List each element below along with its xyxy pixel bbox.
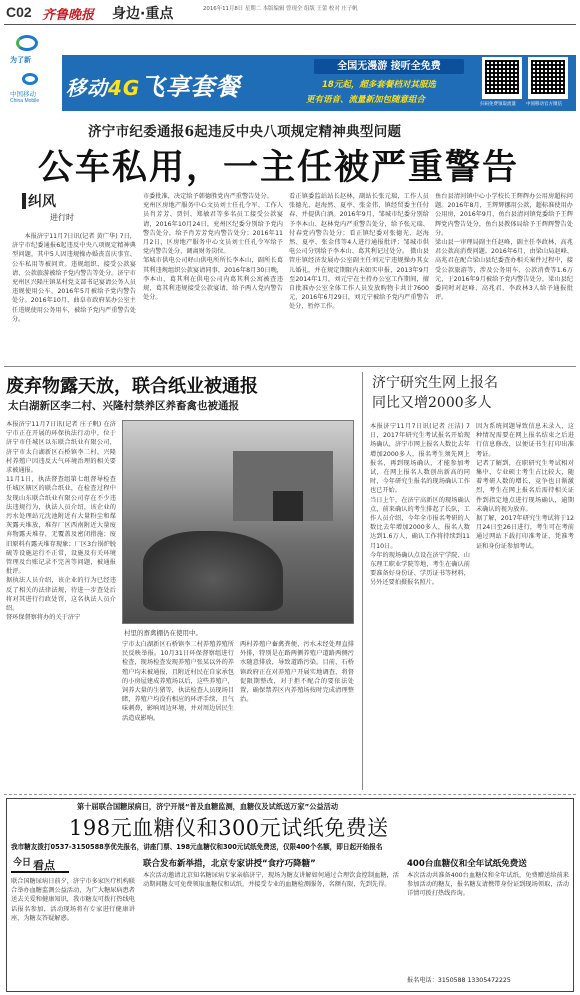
section-title: 身边·重点 xyxy=(112,6,174,22)
event-col3: 本次活动共准备400台血糖仪和全年试纸，免费赠送给前来参加活动的糖友，报名糖友请携带身份证到现场领取，活动详情可拨打热线咨询。 xyxy=(407,872,569,898)
article2-col3: 两村养殖户畜禽粪便、污水未经处理直排外排，特别是在路两侧养殖户道路两侧污水随意排放，导致道路污染。目前，石桥镇政府正在对养殖户开展实地调查，将督促限期整改，对于拒不配合的要依法处置，确保禁养区内养殖场按时完成清理整治。 xyxy=(240,641,354,704)
qr-pattern-icon xyxy=(485,60,519,94)
trash-pile-shape xyxy=(143,531,283,611)
slogan-prefix: 移动 xyxy=(66,76,108,100)
column-tag-bar-icon xyxy=(22,193,26,209)
ad-line-1: 18元起，超多套餐档对其服选 xyxy=(322,80,436,90)
article2-headline: 废弃物露天放，联合纸业被通报 xyxy=(6,376,258,397)
qr-code-2[interactable] xyxy=(528,57,568,99)
header-meta: 2016年11月8日 星期二 本版编辑 曾现全 组版 王蕾 校对 庄子帆 xyxy=(203,6,358,12)
article3-headline-2: 同比又增2000多人 xyxy=(372,395,492,411)
ad-line-2: 更有语音、流量新加包随意组合 xyxy=(306,95,426,105)
event-col2: 本次活动邀请北京知名糖尿病专家亲临济宁，现场为糖友讲解如何通过合理饮食控制血糖，活动期间糖友可免费领取血糖仪和试纸，并接受专业的血糖检测服务，名额有限，先到先得。 xyxy=(143,872,399,889)
qr-code-2-caption: 中国移动官方微信 xyxy=(526,102,562,107)
paper-name: 齐鲁晚报 xyxy=(42,8,95,23)
brand-name-en: China Mobile xyxy=(10,98,40,104)
event-hotline: 我市糖友拨打0537-3150588享优先报名，讲座门票、198元血糖仪和300元试纸免费送，仅限400个名额，即日起开始报名 xyxy=(11,843,383,851)
article1-kicker: 济宁市纪委通报6起违反中央八项规定精神典型问题 xyxy=(88,124,402,140)
ad-slogan xyxy=(66,67,240,102)
article1-col3: 看正镇委监站站长赵林，副站长张元瑞，工作人员张德光、赵海然、夏亭、张金伟，镇经贸委主任付春、并提供白酒。2016年9月，邹城市纪委分别给予李本山、赵林党内严重警告处分，给予张元瑞、付春党内警告处分；看正镇纪委对张德光、赵海然、夏亭、张金伟等4人进行通报批评；邹城市供电公司分别给予李本山、葛其利记过处分。 微山县管庄镇经济发展办公室副主任刘元宁违规操办其女儿婚礼，并在规定期限内未如实申报，2013年9月至2014年1月，刘元宁在主持办公室工作期间，擅自批准办公室全体工作人员发放购物卡共计7600元，2016年6月29日，刘元宁被给予党内严重警告处分，暂停工作。 xyxy=(289,193,429,311)
event-box xyxy=(6,798,574,992)
column-tag-sub: 进行时 xyxy=(50,213,74,222)
ad-banner[interactable] xyxy=(4,55,576,111)
doorway-shape xyxy=(273,491,303,521)
logo-mark-icon xyxy=(16,35,38,51)
today-tag-main: 看点 xyxy=(33,859,55,872)
article2-photo xyxy=(122,420,354,624)
article1-col2: 市委批准，决定给予韩德胜党内严重警告处分。 兖州区房地产服务中心文员刘士任孔令军、工作人员肖芳芳、贾钊、郑敏君等多名员工接受公款宴请，2016年10月24日，兖州区纪委分别给予党内警告处分，给予肖芳芳党内警告处分；2016年11月2日，区房地产服务中心文员刘士任孔令军给予党内警告处分，调离财务岗位。 邹城市供电公司峄山供电所所长李本山，副所长葛其利违规组织公款宴请同事，2016年8月30日晚，李本山、葛其利在供电公司内葛其利公寓被查违规，葛其利违规接受公款宴请，给予两人党内警告处分。 xyxy=(143,193,283,302)
column-tag-label: 纠风 xyxy=(28,194,56,210)
article2-col1: 本报济宁11月7日讯(记者 庄子帆) 在济宁市正在开展的环保执法行动中，位于济宁市任城区以东联合纸业有限公司，济宁市太白湖新区石桥镇李二村、兴隆村养殖户因违反大气环境治理的相关要求被通报。 11月1日，执法督查组第七组督导检查任城区辖区的联合纸业，在检查过程中发现山东联合纸业有限公司存在不少违法违规行为，执法人员介绍，该企业的污水处理站元沈池附近有大量粉尘和煤灰露天堆放，堆存厂区西南附近大量废弃物露天堆存，无覆盖及密闭措施；废旧原料有露天堆存现象；厂区3台锅炉脱硫等设施运行不正常，设施及有关环境管理及台账记录不完善等问题，被通报批评。 据执法人员介绍，该企业的行为已经违反了相关的法律法规，待进一步查处后将对其进行行政处罚，这名执法人员介绍。 督环保督察将办的关于济宁 xyxy=(6,421,116,622)
china-mobile-logo xyxy=(4,27,62,111)
article3-col1: 本报济宁11月7日讯(记者 汪洁) 7日，2017年研究生考试报名开始现场确认，济宁市网上报名人数比去年增加2000多人，报名考生须先网上报名，再到现场确认，才能参加考试，在网上报名人数创出新高的同时，今年研究生报名的现场确认工作也已开始。 当日上午，在济宁高新区的现场确认点，前来确认的考生排起了长队，工作人员介绍，今年全市报名考研的人数比去年增加2000多人，报名人数达到1.6万人，确认工作将持续到11月10日。 今年的现场确认点设在济宁学院、山东理工职业学院等地，考生在确认前要准备好身份证、学历证书等材料，另外还要拍摄报名照片。 xyxy=(370,423,470,587)
event-kicker: 第十届联合国糖尿病日，济宁开展“普及血糖监测，血糖仪及试纸送万家”公益活动 xyxy=(77,802,339,811)
article1-col4: 鱼台县清河镇中心小学校长王辉辉办公用房超标问题。2016年8月，王辉辉挪用公款，超标准使用办公用房，2016年9月，鱼台县清河镇党委给予王辉辉党内警告处分，鱼台县教体局给予王辉辉警告处分。 梁山县一审理局副主任赵峰，副主任李政林，高兆君公款高消费问题。2016年6月，由梁山局赵峰、高兆君在配合梁山县纪委查办相关案件过程中，接受公款旅游等，涉及公务用车、公款消费等1.6万元，于2016年9月被给予党内警告处分，梁山县纪委同时对赵峰、高兆君、李政林3人给予通报批评。 xyxy=(435,193,573,302)
qr-code-1-caption: 扫码免费领取流量 xyxy=(480,102,516,107)
page-code: C02 xyxy=(6,4,32,20)
article1-col1: 本报济宁11月7日讯(记者 黄广华) 7日，济宁市纪委通报6起违反中央八项规定精神典型问题，其中5人因违规操办婚丧喜庆事宜、公车私用等被问责。违规组织、接受公款宴请、公款旅游被给予党内警告等处分。济宁市兖州区兴隆庄镇某村党支部书记宴请公务人员违规使用公车，2016年5月被给予党内警告处分。2016年10月，曲阜市政府某办公室主任违规使用公务用车，被给予党内严重警告处分。 xyxy=(12,233,136,323)
event-contact[interactable]: 报名电话：3150588 13305472225 xyxy=(407,977,511,984)
slogan-main: 飞享套餐 xyxy=(140,73,241,101)
qr-pattern-icon xyxy=(531,60,565,94)
brand-name: 中国移动 xyxy=(10,90,36,98)
today-tag xyxy=(11,855,69,873)
slogan-4g: 4G xyxy=(108,76,141,100)
article3-col2: 因为系统问题导致信息未录入，这种情况需要在网上报名结束之后进行信息修改，以便证书生打印出准考证。 记者了解到，在职研究生考试相对集中，专业硕士考生占比较大，随着考研人数的增长，竞争也日渐激烈，考生在网上报名后需持相关证件到指定地点进行现场确认，逾期未确认的视为放弃。 据了解，2017年研究生考试将于12月24日至26日进行，考生可在考前通过网站下载打印准考证，凭准考证和身份证参加考试。 xyxy=(476,423,574,550)
today-tag-top: 今日 xyxy=(13,858,32,868)
ad-promo-banner: 全国无漫游 接听全免费 xyxy=(314,59,464,74)
article2-subhead: 太白湖新区李二村、兴隆村禁养区养畜禽也被通报 xyxy=(8,400,239,412)
mobile-swirl-icon xyxy=(22,73,38,85)
event-col1: 联合国糖尿病日前夕，济宁市多家医疗机构联合举办血糖监测公益活动，为广大糖尿病患者送去关爱和健康知识，我市糖友可拨打热线电话报名参加，活动现场将有专家进行健康讲座，为糖友答疑解惑。 xyxy=(11,878,135,922)
event-right-title: 400台血糖仪和全年试纸免费送 xyxy=(407,859,527,869)
article1-headline: 公车私用，一主任被严重警告 xyxy=(38,147,520,188)
article3-headline-1: 济宁研究生网上报名 xyxy=(372,375,498,391)
article2-col2: 宁市太白湖新区石桥镇李二村养殖养殖所民反映举报。10月31日环保督察组进行检查，现场检查发现养殖户张某以外的养殖户均未被通报，且附近村民在自家承包的小房屋建成养殖场以后，这些养殖户，饲养大量的生猪等，执法检查人员现场目睹，养殖户均没有相应的环评手续，且气味刺鼻，影响周边环境，并对周边居民生活造成影响。 xyxy=(122,641,234,722)
page-header xyxy=(0,0,580,26)
event-headline: 198元血糖仪和300元试纸免费送 xyxy=(69,816,389,840)
qr-code-1[interactable] xyxy=(482,57,522,99)
brand-tagline: 为了新 xyxy=(10,56,31,64)
photo-caption: 村里的畜禽棚仍在使用中。 xyxy=(124,629,202,637)
event-mid-title: 联合发布新举措，北京专家讲授“食疗巧降糖” xyxy=(143,859,316,869)
column-tag xyxy=(12,189,86,229)
